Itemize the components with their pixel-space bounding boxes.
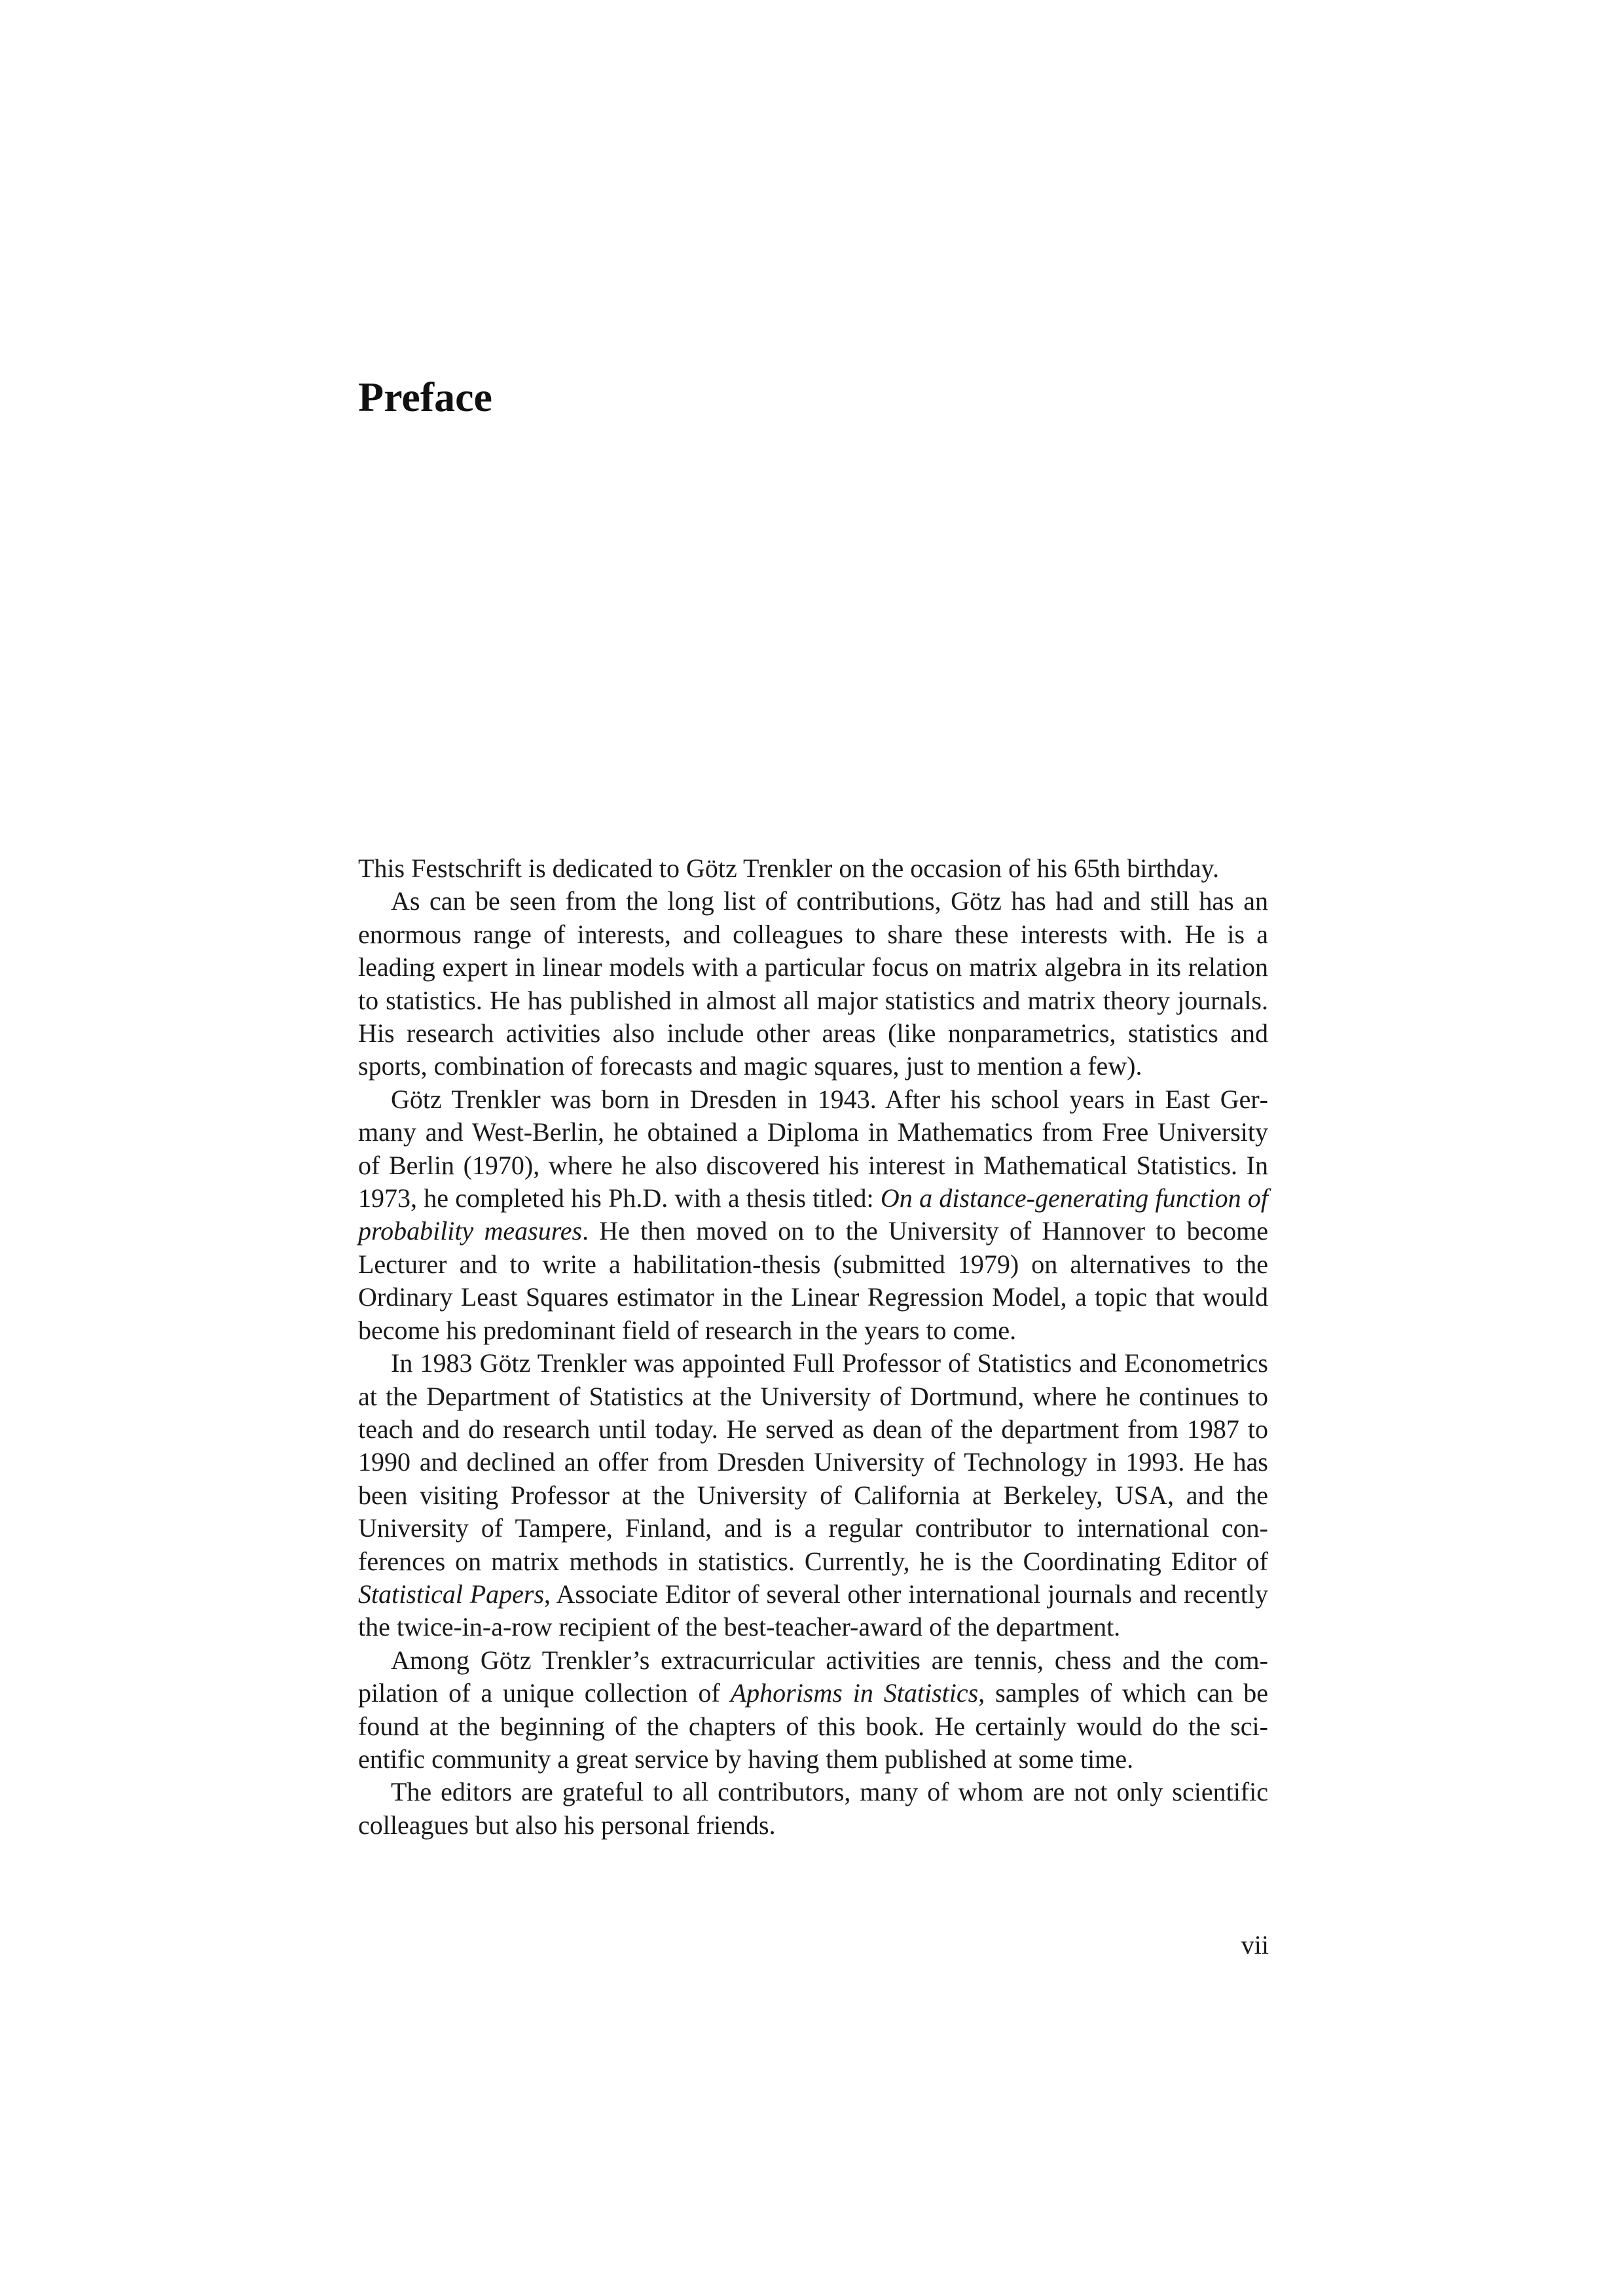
paragraph-acknowledgement: The editors are grateful to all contributors, many of whom are not only scientific colleagues but also his personal friends. [358, 1777, 1268, 1840]
paragraph-text: Götz Trenkler was born in Dresden in 1943. After his school years in East Germany and West-Berlin, he obtained a Diploma in Mathematics from Free University of Berlin (1970), where he also discovered his interest in Mathematical Statistics. In 1973, he completed his Ph.D. with a thesis titled: [358, 1084, 1268, 1213]
page-title: Preface [358, 374, 492, 420]
preface-body [358, 852, 1268, 1842]
page-number: vii [1241, 1930, 1269, 1960]
journal-title: Statistical Papers [358, 1579, 545, 1609]
paragraph-interests: As can be seen from the long list of contributions, Götz has had and still has an enormous range of interests, and colleagues to share these interests with. He is a leading expert in linear models with a particular focus on matrix algebra in its relation to statistics. He has published in almost all major statistics and matrix theory journals. His research activities also include other areas (like nonparametrics, statistics and sports, combination of forecasts and magic squares, just to mention a few). [358, 886, 1268, 1081]
paragraph-text: In 1983 Götz Trenkler was appointed Full Professor of Statistics and Econometrics at the Department of Statistics at the University of Dortmund, where he continues to teach and do research until today. He served as dean of the department from 1987 to 1990 and declined an offer from Dresden University of Technology in 1993. He has been visiting Professor at the University of California at Berkeley, USA, and the University of Tampere, Finland, and is a regular contributor to international conferences on matrix methods in statistics. Currently, he is the Coordinating Editor of [358, 1348, 1268, 1576]
collection-title: Aphorisms in Statistics [730, 1678, 979, 1708]
paragraph-activities [358, 1644, 1268, 1776]
paragraph-dedication: This Festschrift is dedicated to Götz Trenkler on the occasion of his 65th birthday. [358, 853, 1219, 883]
paragraph-text: . He then moved on to the University of Hannover to become Lecturer and to write a habilitation-thesis (submitted 1979) on alternatives to the Ordinary Least Squares estimator in the Linear Regression Model, a topic that would become his predominant field of research in the years to come. [358, 1216, 1268, 1345]
paragraph-biography [358, 1083, 1268, 1347]
paragraph-text: , samples of which can be found at the beginning of the chapters of this book. He certainly would do the scientific community a great service by having them published at some time. [358, 1678, 1269, 1774]
paragraph-career [358, 1347, 1268, 1644]
thesis-title: On a distance-generating function of probability measures [358, 1183, 1269, 1246]
paragraph-text: Among Götz Trenkler’s extracurricular activities are tennis, chess and the compilation of a unique collection of [358, 1645, 1268, 1708]
paragraph-text: , Associate Editor of several other international journals and recently the twice-in-a-row recipient of the best-teacher-award of the department. [358, 1579, 1268, 1642]
